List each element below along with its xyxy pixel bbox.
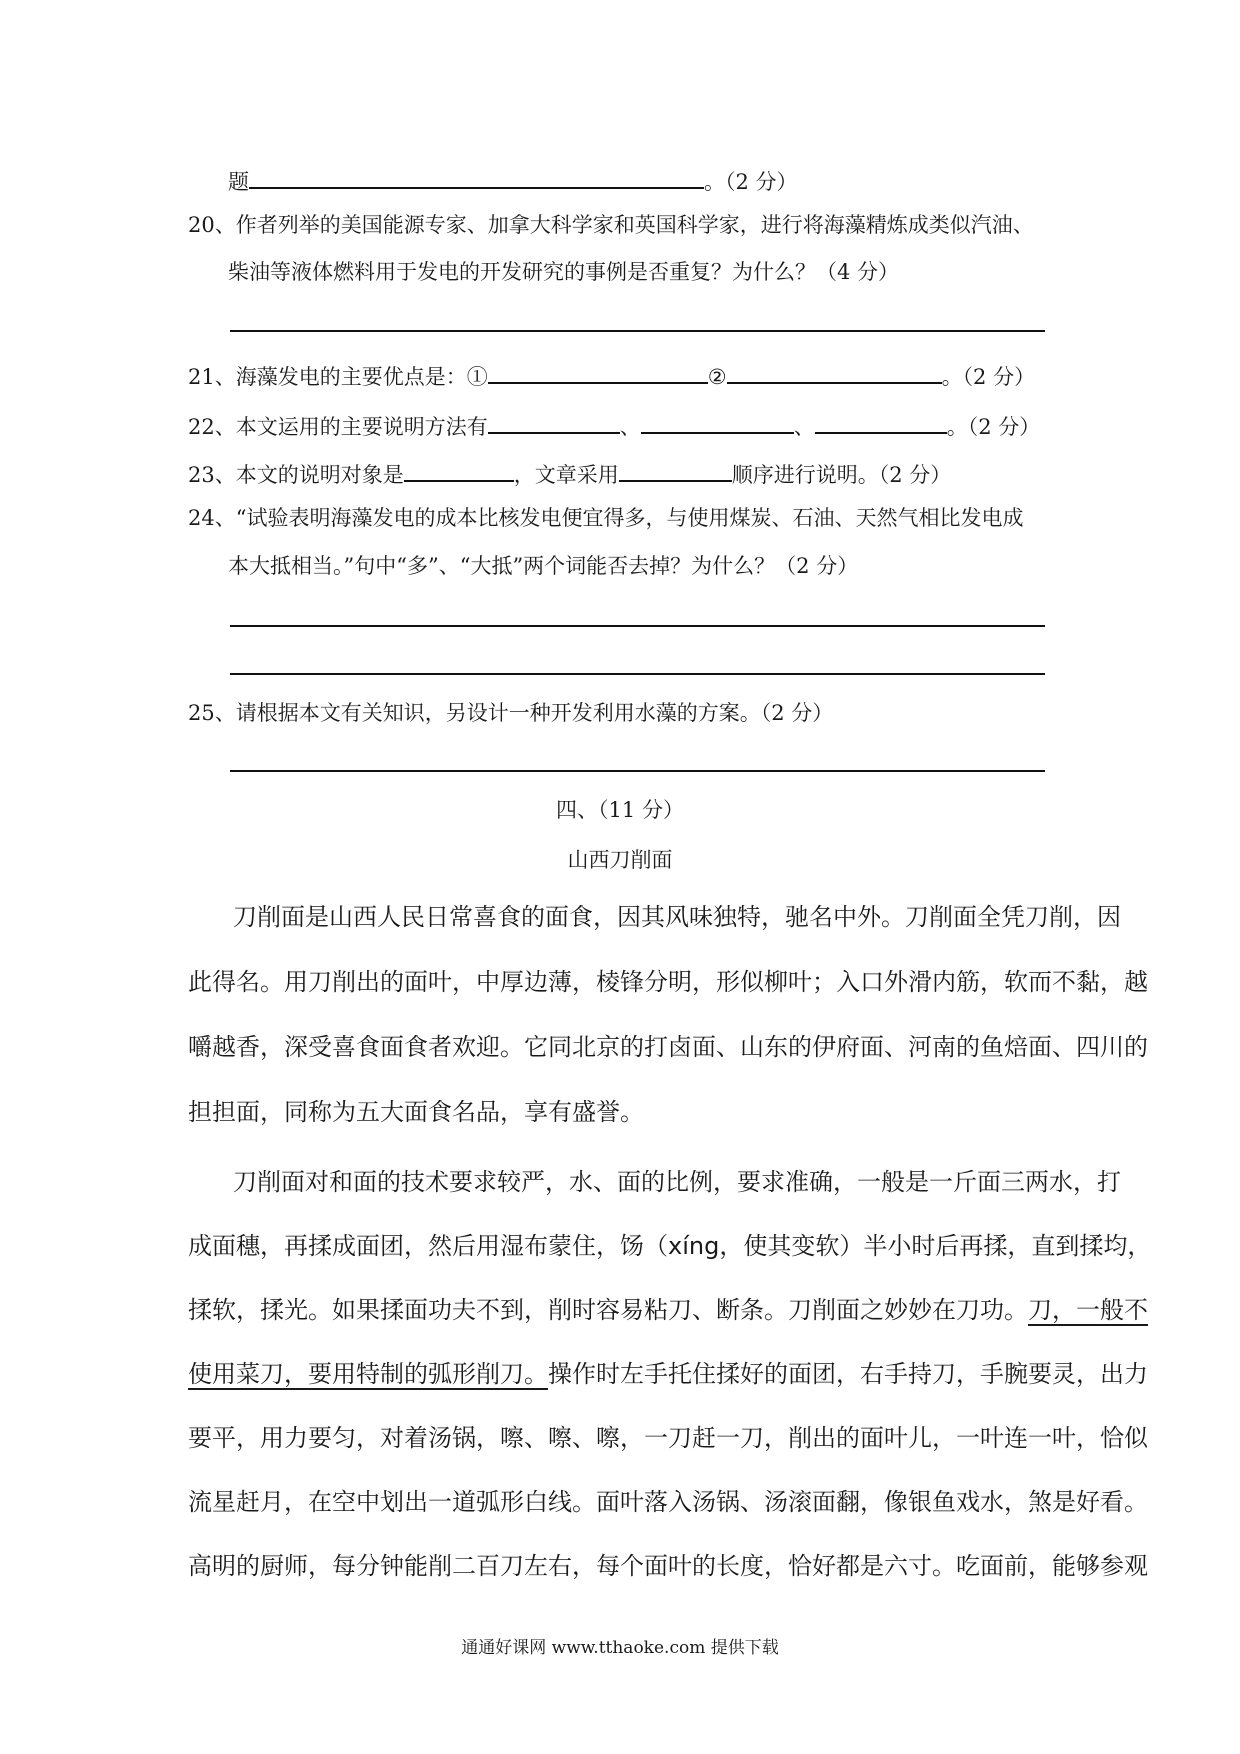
underlined-sentence: 使用菜刀，要用特制的弧形削刀。 [188, 1360, 548, 1388]
answer-line[interactable] [230, 625, 1045, 627]
answer-blank[interactable] [488, 410, 620, 434]
answer-line[interactable] [230, 770, 1045, 772]
q20-line-2: 柴油等液体燃料用于发电的开发研究的事例是否重复？为什么？（4 分） [228, 260, 900, 284]
p2-line-5: 要平，用力要匀，对着汤锅，嚓、嚓、嚓，一刀赶一刀，削出的面叶儿，一叶连一叶，恰似 [188, 1424, 1148, 1452]
answer-blank[interactable] [641, 410, 794, 434]
p1-line-3: 嚼越香，深受喜食面食者欢迎。它同北京的打卤面、山东的伊府面、河南的鱼焙面、四川的 [188, 1033, 1148, 1061]
p2-line-2: 成面穗，再揉成面团，然后用湿布蒙住，饧（xíng，使其变软）半小时后再揉，直到揉均， [188, 1232, 1152, 1260]
page-footer: 通通好课网 www.tthaoke.com 提供下载 [461, 1638, 779, 1658]
p2-line-7: 高明的厨师，每分钟能削二百刀左右，每个面叶的长度，恰好都是六寸。吃面前，能够参观 [188, 1552, 1148, 1580]
section-heading: 四、（11 分） [556, 798, 684, 822]
p2-line-6: 流星赶月，在空中划出一道弧形白线。面叶落入汤锅、汤滚面翻，像银鱼戏水，煞是好看。 [188, 1488, 1148, 1516]
q23: 23、本文的说明对象是 ，文章采用 顺序进行说明。（2 分） [188, 458, 951, 486]
p2-line-4: 使用菜刀，要用特制的弧形削刀。操作时左手托住揉好的面团，右手持刀，手腕要灵，出力 [188, 1360, 1148, 1388]
q25: 25、请根据本文有关知识，另设计一种开发利用水藻的方案。（2 分） [188, 701, 834, 725]
p2-line-1: 刀削面对和面的技术要求较严，水、面的比例，要求准确，一般是一斤面三两水，打 [233, 1168, 1121, 1196]
p1-line-1: 刀削面是山西人民日常喜食的面食，因其风味独特，驰名中外。刀削面全凭刀削，因 [233, 903, 1121, 931]
answer-blank[interactable] [815, 410, 947, 434]
answer-blank[interactable] [619, 458, 732, 482]
p2-line-3: 揉软，揉光。如果揉面功夫不到，削时容易粘刀、断条。刀削面之妙妙在刀功。刀，一般不 [188, 1296, 1148, 1324]
p1-line-2: 此得名。用刀削出的面叶，中厚边薄，棱锋分明，形似柳叶；入口外滑内筋，软而不黏，越 [188, 968, 1148, 996]
q19-tail: 题 。（2 分） [228, 165, 798, 193]
passage-title: 山西刀削面 [567, 848, 673, 872]
answer-blank[interactable] [727, 360, 942, 384]
answer-line[interactable] [230, 673, 1045, 675]
q21: 21、海藻发电的主要优点是：① ② 。（2 分） [188, 360, 1035, 388]
answer-blank[interactable] [404, 458, 514, 482]
q22: 22、本文运用的主要说明方法有 、 、 。（2 分） [188, 410, 1040, 438]
answer-blank[interactable] [488, 360, 708, 384]
q24-line-1: 24、“试验表明海藻发电的成本比核发电便宜得多，与使用煤炭、石油、天然气相比发电成 [188, 506, 1024, 530]
underlined-sentence: 刀，一般不 [1028, 1296, 1148, 1324]
answer-blank[interactable] [249, 165, 704, 189]
q24-line-2: 本大抵相当。”句中“多”、“大抵”两个词能否去掉？为什么？（2 分） [228, 554, 859, 578]
q20-line-1: 20、作者列举的美国能源专家、加拿大科学家和英国科学家，进行将海藻精炼成类似汽油、 [188, 213, 1034, 237]
p1-line-4: 担担面，同称为五大面食名品，享有盛誉。 [188, 1098, 644, 1126]
answer-line[interactable] [230, 330, 1045, 332]
